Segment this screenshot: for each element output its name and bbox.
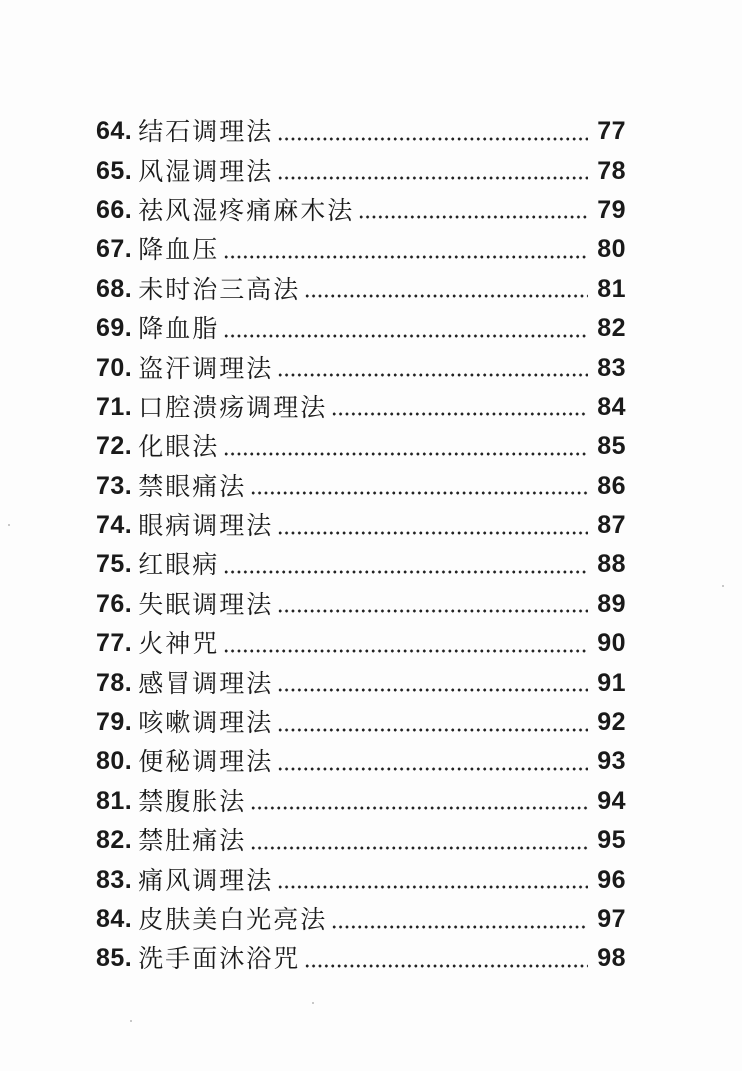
entry-page-number: 93	[597, 747, 626, 776]
toc-entry[interactable]	[96, 703, 626, 742]
toc-entry[interactable]	[96, 191, 626, 230]
entry-page-number: 80	[597, 235, 626, 264]
dot-leader	[223, 334, 588, 338]
toc-entry[interactable]	[96, 270, 626, 309]
entry-page-number: 95	[597, 826, 626, 855]
entry-title: 禁肚痛法	[138, 826, 247, 856]
entry-title: 火神咒	[138, 629, 220, 659]
entry-title: 口腔溃疡调理法	[138, 392, 328, 422]
toc-entry[interactable]	[96, 782, 626, 821]
entry-title: 降血压	[138, 235, 220, 265]
entry-title: 便秘调理法	[138, 747, 274, 777]
entry-number: 84.	[96, 905, 133, 933]
entry-page-number: 98	[597, 944, 626, 973]
toc-entry[interactable]	[96, 742, 626, 781]
entry-title: 红眼病	[138, 550, 220, 580]
entry-number: 74.	[96, 511, 133, 540]
toc-entry[interactable]	[96, 545, 626, 584]
toc-entry[interactable]	[96, 585, 626, 624]
entry-title: 眼病调理法	[138, 511, 274, 541]
entry-title: 咳嗽调理法	[138, 708, 274, 738]
entry-page-number: 91	[597, 668, 626, 697]
entry-number: 69.	[96, 314, 133, 343]
dot-leader	[277, 728, 588, 732]
toc-entry[interactable]	[96, 309, 626, 348]
scan-speck	[8, 524, 10, 526]
entry-title: 降血脂	[138, 314, 220, 344]
dot-leader	[358, 215, 588, 219]
entry-title: 化眼法	[138, 432, 220, 462]
dot-leader	[277, 176, 588, 180]
entry-number: 76.	[96, 589, 133, 618]
entry-title: 感冒调理法	[138, 668, 274, 698]
dot-leader	[277, 531, 588, 535]
entry-page-number: 78	[597, 156, 626, 185]
entry-number: 81.	[96, 786, 133, 815]
entry-title: 痛风调理法	[138, 865, 274, 895]
entry-page-number: 81	[597, 274, 626, 303]
entry-number: 78.	[96, 668, 133, 697]
entry-page-number: 82	[597, 314, 626, 343]
entry-number: 73.	[96, 471, 133, 500]
entry-title: 盗汗调理法	[138, 353, 274, 383]
entry-title: 风湿调理法	[138, 156, 274, 186]
dot-leader	[277, 609, 588, 613]
entry-page-number: 94	[597, 786, 626, 815]
entry-number: 65.	[96, 156, 133, 185]
entry-number: 68.	[96, 274, 133, 303]
entry-number: 64.	[96, 117, 133, 146]
dot-leader	[277, 373, 588, 377]
entry-title: 结石调理法	[138, 117, 274, 147]
entry-number: 85.	[96, 944, 133, 973]
toc-entry[interactable]	[96, 427, 626, 466]
entry-number: 80.	[96, 747, 133, 776]
dot-leader	[304, 294, 588, 298]
entry-number: 75.	[96, 550, 133, 579]
toc-entry[interactable]	[96, 230, 626, 269]
entry-page-number: 88	[597, 550, 626, 579]
toc-entry[interactable]	[96, 663, 626, 702]
dot-leader	[223, 570, 588, 574]
entry-page-number: 87	[597, 511, 626, 540]
dot-leader	[277, 688, 588, 692]
toc-entry[interactable]	[96, 388, 626, 427]
entry-title: 未时治三高法	[138, 274, 301, 304]
entry-number: 79.	[96, 708, 133, 737]
table-of-contents	[96, 112, 626, 979]
dot-leader	[277, 767, 588, 771]
entry-title: 禁腹胀法	[138, 786, 247, 816]
scan-speck	[312, 1002, 314, 1004]
toc-entry[interactable]	[96, 900, 626, 939]
entry-title: 洗手面沐浴咒	[138, 944, 301, 974]
entry-page-number: 83	[597, 353, 626, 382]
scan-speck	[722, 585, 724, 587]
dot-leader	[277, 885, 588, 889]
dot-leader	[331, 412, 588, 416]
dot-leader	[250, 491, 588, 495]
entry-number: 72.	[96, 432, 133, 461]
dot-leader	[250, 846, 588, 850]
entry-page-number: 85	[597, 432, 626, 461]
toc-entry[interactable]	[96, 624, 626, 663]
toc-entry[interactable]	[96, 112, 626, 151]
entry-number: 70.	[96, 353, 133, 382]
dot-leader	[331, 925, 588, 929]
entry-number: 67.	[96, 235, 133, 264]
entry-title: 禁眼痛法	[138, 471, 247, 501]
entry-page-number: 89	[597, 589, 626, 618]
entry-page-number: 92	[597, 708, 626, 737]
entry-title: 皮肤美白光亮法	[138, 905, 328, 934]
entry-page-number: 90	[597, 629, 626, 658]
entry-page-number: 77	[597, 117, 626, 146]
toc-entry[interactable]	[96, 348, 626, 387]
entry-number: 82.	[96, 826, 133, 855]
toc-entry[interactable]	[96, 506, 626, 545]
toc-entry[interactable]	[96, 821, 626, 860]
entry-number: 71.	[96, 392, 133, 421]
dot-leader	[223, 452, 588, 456]
toc-entry[interactable]	[96, 151, 626, 190]
toc-entry[interactable]	[96, 467, 626, 506]
entry-number: 66.	[96, 195, 133, 224]
toc-entry[interactable]	[96, 939, 626, 978]
entry-page-number: 96	[597, 865, 626, 894]
entry-title: 祛风湿疼痛麻木法	[138, 195, 355, 225]
scan-speck	[130, 1020, 132, 1022]
entry-page-number: 79	[597, 195, 626, 224]
entry-page-number: 84	[597, 392, 626, 421]
entry-number: 83.	[96, 865, 133, 894]
entry-number: 77.	[96, 629, 133, 658]
dot-leader	[223, 649, 588, 653]
dot-leader	[277, 137, 588, 141]
entry-page-number: 86	[597, 471, 626, 500]
entry-title: 失眠调理法	[138, 589, 274, 619]
entry-page-number: 97	[597, 905, 626, 933]
dot-leader	[250, 806, 588, 810]
toc-entry[interactable]	[96, 860, 626, 899]
dot-leader	[304, 964, 588, 968]
dot-leader	[223, 255, 588, 259]
